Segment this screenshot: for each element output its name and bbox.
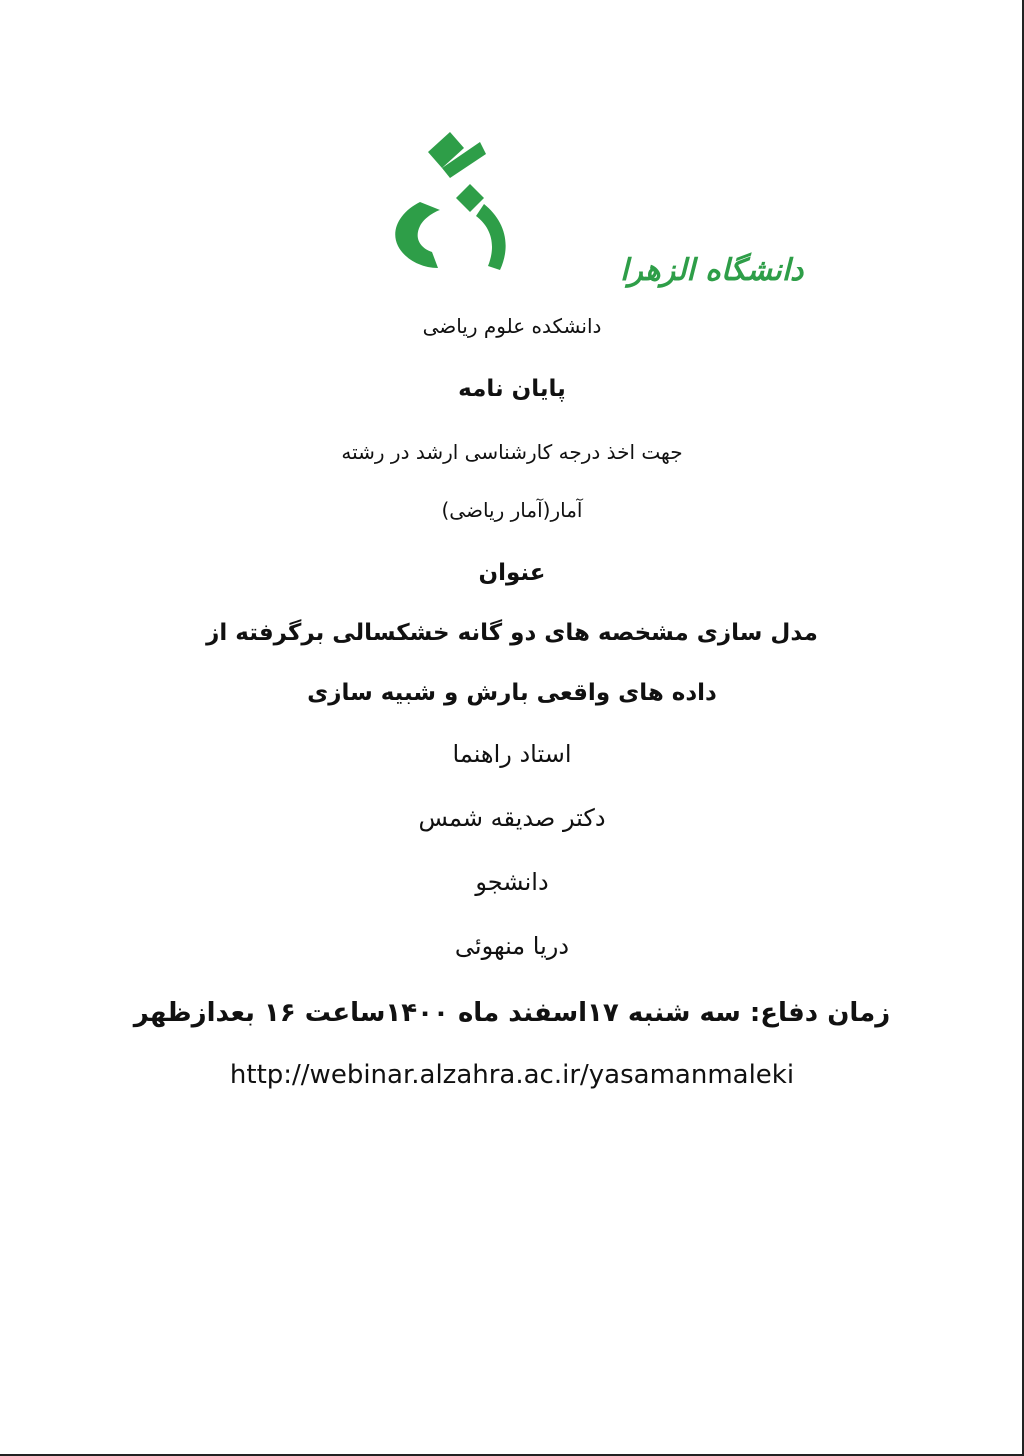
university-logo [380,120,804,295]
logo-swoosh [395,202,440,268]
supervisor-name: دکتر صدیقه شمس [418,804,606,832]
faculty-name: دانشکده علوم ریاضی [422,314,602,338]
webinar-link[interactable]: http://webinar.alzahra.ac.ir/yasamanmaleki [229,1060,795,1090]
logo-middle-diamond [456,184,484,212]
logo-text: دانشگاه الزهرا [620,253,804,288]
defense-time: زمان دفاع: سه شنبه ۱۷اسفند ماه ۱۴۰۰ساعت ۱۶ بعدازظهر [133,998,891,1028]
thesis-title-line-2: داده های واقعی بارش و شبیه سازی [307,680,717,706]
student-name: دریا منهوئی [454,932,570,960]
thesis-title-line-1: مدل سازی مشخصه های دو گانه خشکسالی برگرفته از [206,620,818,646]
supervisor-label: استاد راهنما [452,740,572,768]
degree-text: جهت اخذ درجه کارشناسی ارشد در رشته [341,440,683,464]
logo-right-swoosh [476,204,506,270]
field-name: آمار(آمار ریاضی) [441,498,583,522]
thesis-label: پایان نامه [458,376,566,402]
student-label: دانشجو [475,868,549,896]
title-label: عنوان [478,560,546,586]
